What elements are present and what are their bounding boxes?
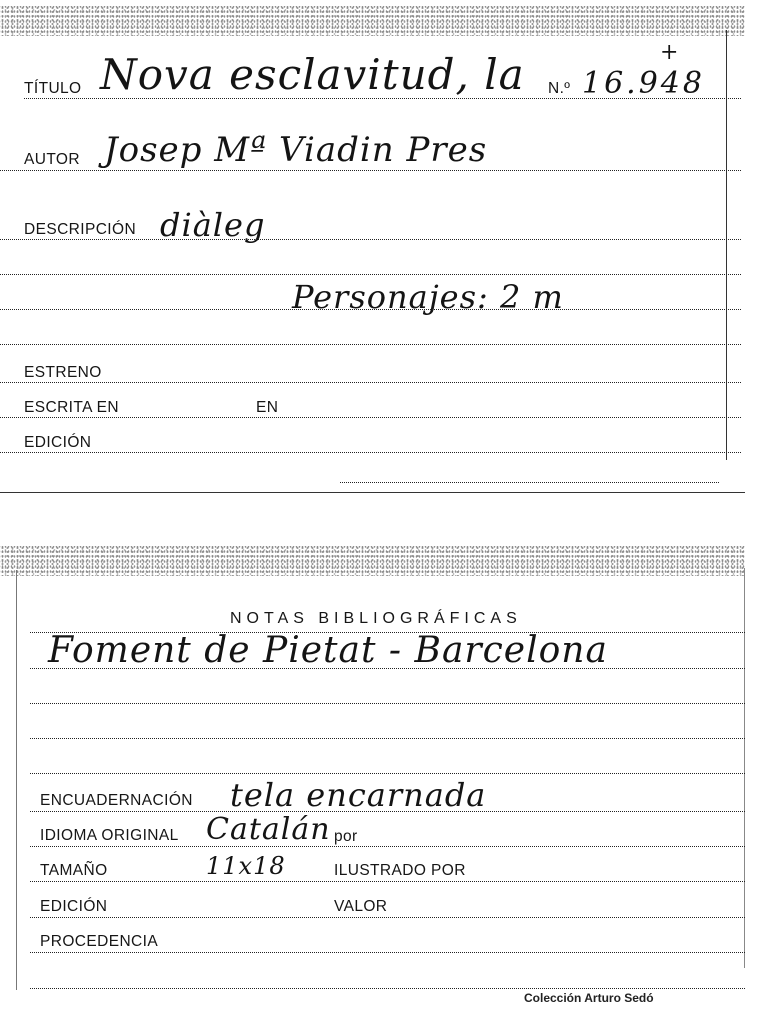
estreno-rule [0,382,741,383]
en-label: EN [256,399,279,416]
card-top-edge-texture [0,6,745,36]
collection-footer: Colección Arturo Sedó [524,991,654,1005]
card-bottom-edge-texture [0,546,745,576]
descripcion-label: DESCRIPCIÓN [24,221,137,238]
ilustrado-label: ILUSTRADO POR [334,862,466,879]
catalog-card-top [0,0,759,495]
autor-value: Josep Mª Viadin Pres [104,130,488,170]
edicion-bottom-label: EDICIÓN [40,898,108,915]
autor-label: AUTOR [24,151,80,168]
estreno-label: ESTRENO [24,364,102,381]
blank-rule-2 [0,344,741,345]
card-bottom-left-edge [16,570,17,990]
card-bottom-right-edge [744,568,745,968]
encuadernacion-value: tela encarnada [230,776,487,814]
procedencia-label: PROCEDENCIA [40,933,159,950]
catalog-card-bottom [0,540,759,1028]
idioma-label: IDIOMA ORIGINAL [40,827,179,844]
idioma-rule [30,846,745,847]
titulo-rule [24,98,741,99]
encuadernacion-label: ENCUADERNACIÓN [40,792,193,809]
edicion-bottom-rule [30,917,745,918]
autor-rule [0,170,741,171]
notas-heading: NOTAS BIBLIOGRÁFICAS [230,610,522,627]
descripcion-rule [0,239,741,240]
descripcion-value: diàleg [160,206,266,244]
card-top-bottom-edge [0,492,745,493]
escrita-en-label: ESCRITA EN [24,399,120,416]
edicion-label: EDICIÓN [24,434,92,451]
escrita-en-rule [0,417,741,418]
personajes-rule [0,309,741,310]
valor-label: VALOR [334,898,388,915]
notas-rule-4 [30,738,745,739]
card-top-right-edge [726,30,727,460]
titulo-value: Nova esclavitud, la [100,50,525,99]
final-rule [30,988,745,989]
procedencia-rule [30,952,745,953]
notas-rule-5 [30,773,745,774]
tamano-label: TAMAÑO [40,862,108,879]
numero-mark: + [660,40,680,65]
encuadernacion-rule [30,811,745,812]
faint-rule [340,482,719,483]
tamano-rule [30,881,745,882]
numero-label: N.º [548,80,571,97]
personajes-value: Personajes: 2 m [292,278,564,316]
notas-value: Foment de Pietat - Barcelona [48,630,608,671]
notas-rule-2 [30,668,745,669]
por-label: por [334,828,358,845]
tamano-value: 11x18 [206,852,286,880]
notas-rule-3 [30,703,745,704]
titulo-label: TÍTULO [24,80,82,97]
edicion-rule [0,452,741,453]
blank-rule-1 [0,274,741,275]
idioma-value: Catalán [206,812,331,847]
numero-value: 16.948 [582,66,705,101]
